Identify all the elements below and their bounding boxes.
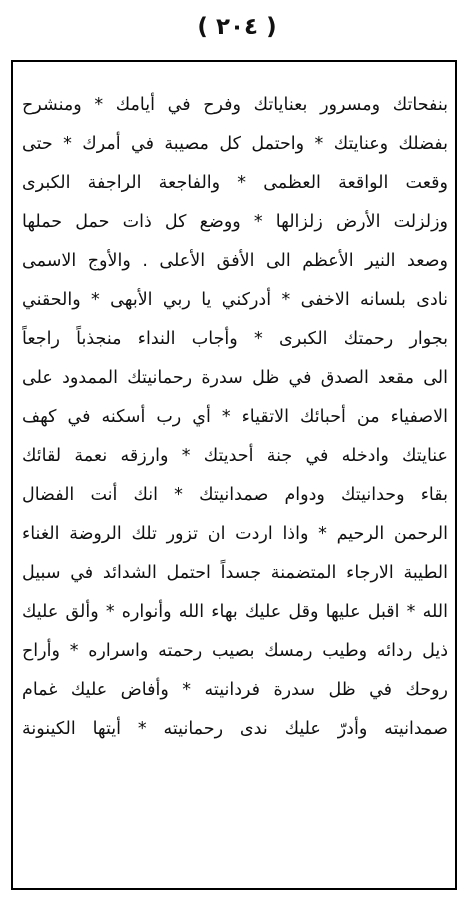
- text-line: نادى بلسانه الاخفى * أدركني يا ربي الأبهى * والحقني: [22, 290, 448, 310]
- text-line: ذيل ردائه وطيب رمسك بصيب رحمته واسراره * وأراح: [22, 641, 448, 661]
- text-line: الى مقعد الصدق في ظل سدرة رحمانيتك الممدود على: [22, 368, 448, 388]
- text-line: صمدانيته وأدرّ عليك ندى رحمانيته * أيتها الكينونة: [22, 719, 448, 739]
- text-line: بجوار رحمتك الكبرى * وأجاب النداء منجذباً راجعاً: [22, 329, 448, 349]
- text-line: الله * اقبل عليها وقل عليك بهاء الله وأنواره * وألق عليك: [22, 602, 448, 622]
- text-line: وزلزلت الأرض زلزالها * ووضع كل ذات حمل حملها: [22, 212, 448, 232]
- text-line: بفضلك وعنايتك * واحتمل كل مصيبة في أمرك * حتى: [22, 134, 448, 154]
- text-line: بقاء وحدانيتك ودوام صمدانيتك * انك أنت الفضال: [22, 485, 448, 505]
- text-line: الطيبة الارجاء المتضمنة جسداً احتمل الشدائد في سبيل: [22, 563, 448, 583]
- text-line: وقعت الواقعة العظمى * والفاجعة الراجفة الكبرى: [22, 173, 448, 193]
- text-line: وصعد النير الأعظم الى الأفق الأعلى . والأوج الاسمى: [22, 251, 448, 271]
- text-line: الرحمن الرحيم * واذا اردت ان تزور تلك الروضة الغناء: [22, 524, 448, 544]
- text-line: روحك في ظل سدرة فردانيته * وأفاض عليك غمام: [22, 680, 448, 700]
- page-number: ( ٢٠٤ ): [197, 14, 277, 40]
- text-line: بنفحاتك ومسرور بعناياتك وفرح في أيامك * ومنشرح: [22, 95, 448, 115]
- page-body: [22, 86, 448, 749]
- text-line: الاصفياء من أحبائك الاتقياء * أي رب أسكنه في كهف: [22, 407, 448, 427]
- text-line: عنايتك وادخله في جنة أحديتك * وارزقه نعمة لقائك: [22, 446, 448, 466]
